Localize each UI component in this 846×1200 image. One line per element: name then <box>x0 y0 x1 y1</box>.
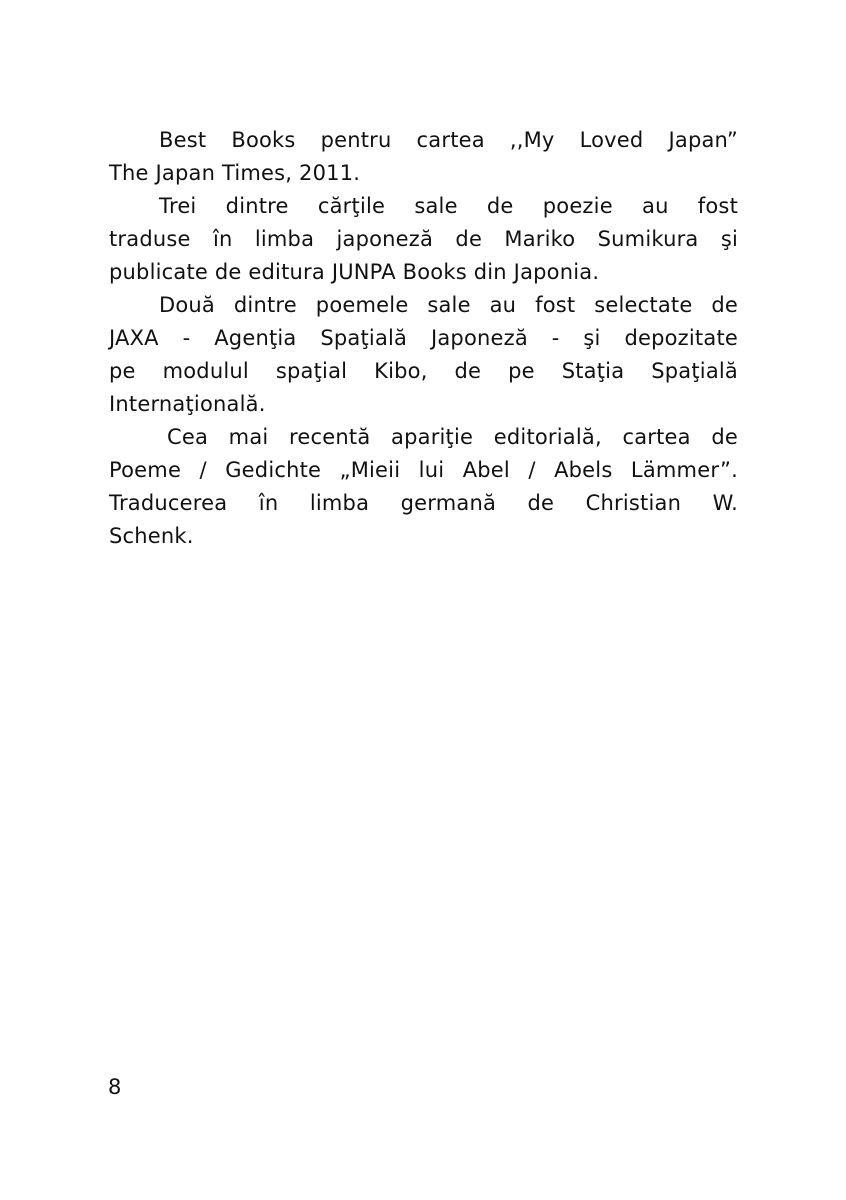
text-line: Trei dintre cărţile sale de poezie au fost <box>159 194 738 218</box>
text-line: Două dintre poemele sale au fost selectate de <box>159 293 738 317</box>
paragraph-recent-publication <box>109 421 738 553</box>
text-line: JAXA - Agenţia Spaţială Japoneză - şi depozitate <box>109 326 738 350</box>
body-text <box>109 124 738 553</box>
text-line: Best Books pentru cartea ,,My Loved Japan” <box>159 128 738 152</box>
text-line: pe modulul spaţial Kibo, de pe Staţia Spaţială <box>109 359 738 383</box>
text-line: traduse în limba japoneză de Mariko Sumikura şi <box>109 227 738 251</box>
text-line: The Japan Times, 2011. <box>109 161 361 185</box>
text-line: Cea mai recentă apariţie editorială, cartea de <box>167 425 738 449</box>
text-line: Traducerea în limba germană de Christian W. <box>109 491 738 515</box>
paragraph-best-books <box>109 124 738 190</box>
paragraph-jaxa <box>109 289 738 421</box>
text-line: Schenk. <box>109 524 194 548</box>
text-line: Internaţională. <box>109 392 266 416</box>
text-line: Poeme / Gedichte „Mieii lui Abel / Abels Lämmer”. <box>109 458 738 482</box>
text-line: publicate de editura JUNPA Books din Japonia. <box>109 260 600 284</box>
paragraph-translations <box>109 190 738 289</box>
page-number: 8 <box>108 1075 122 1099</box>
